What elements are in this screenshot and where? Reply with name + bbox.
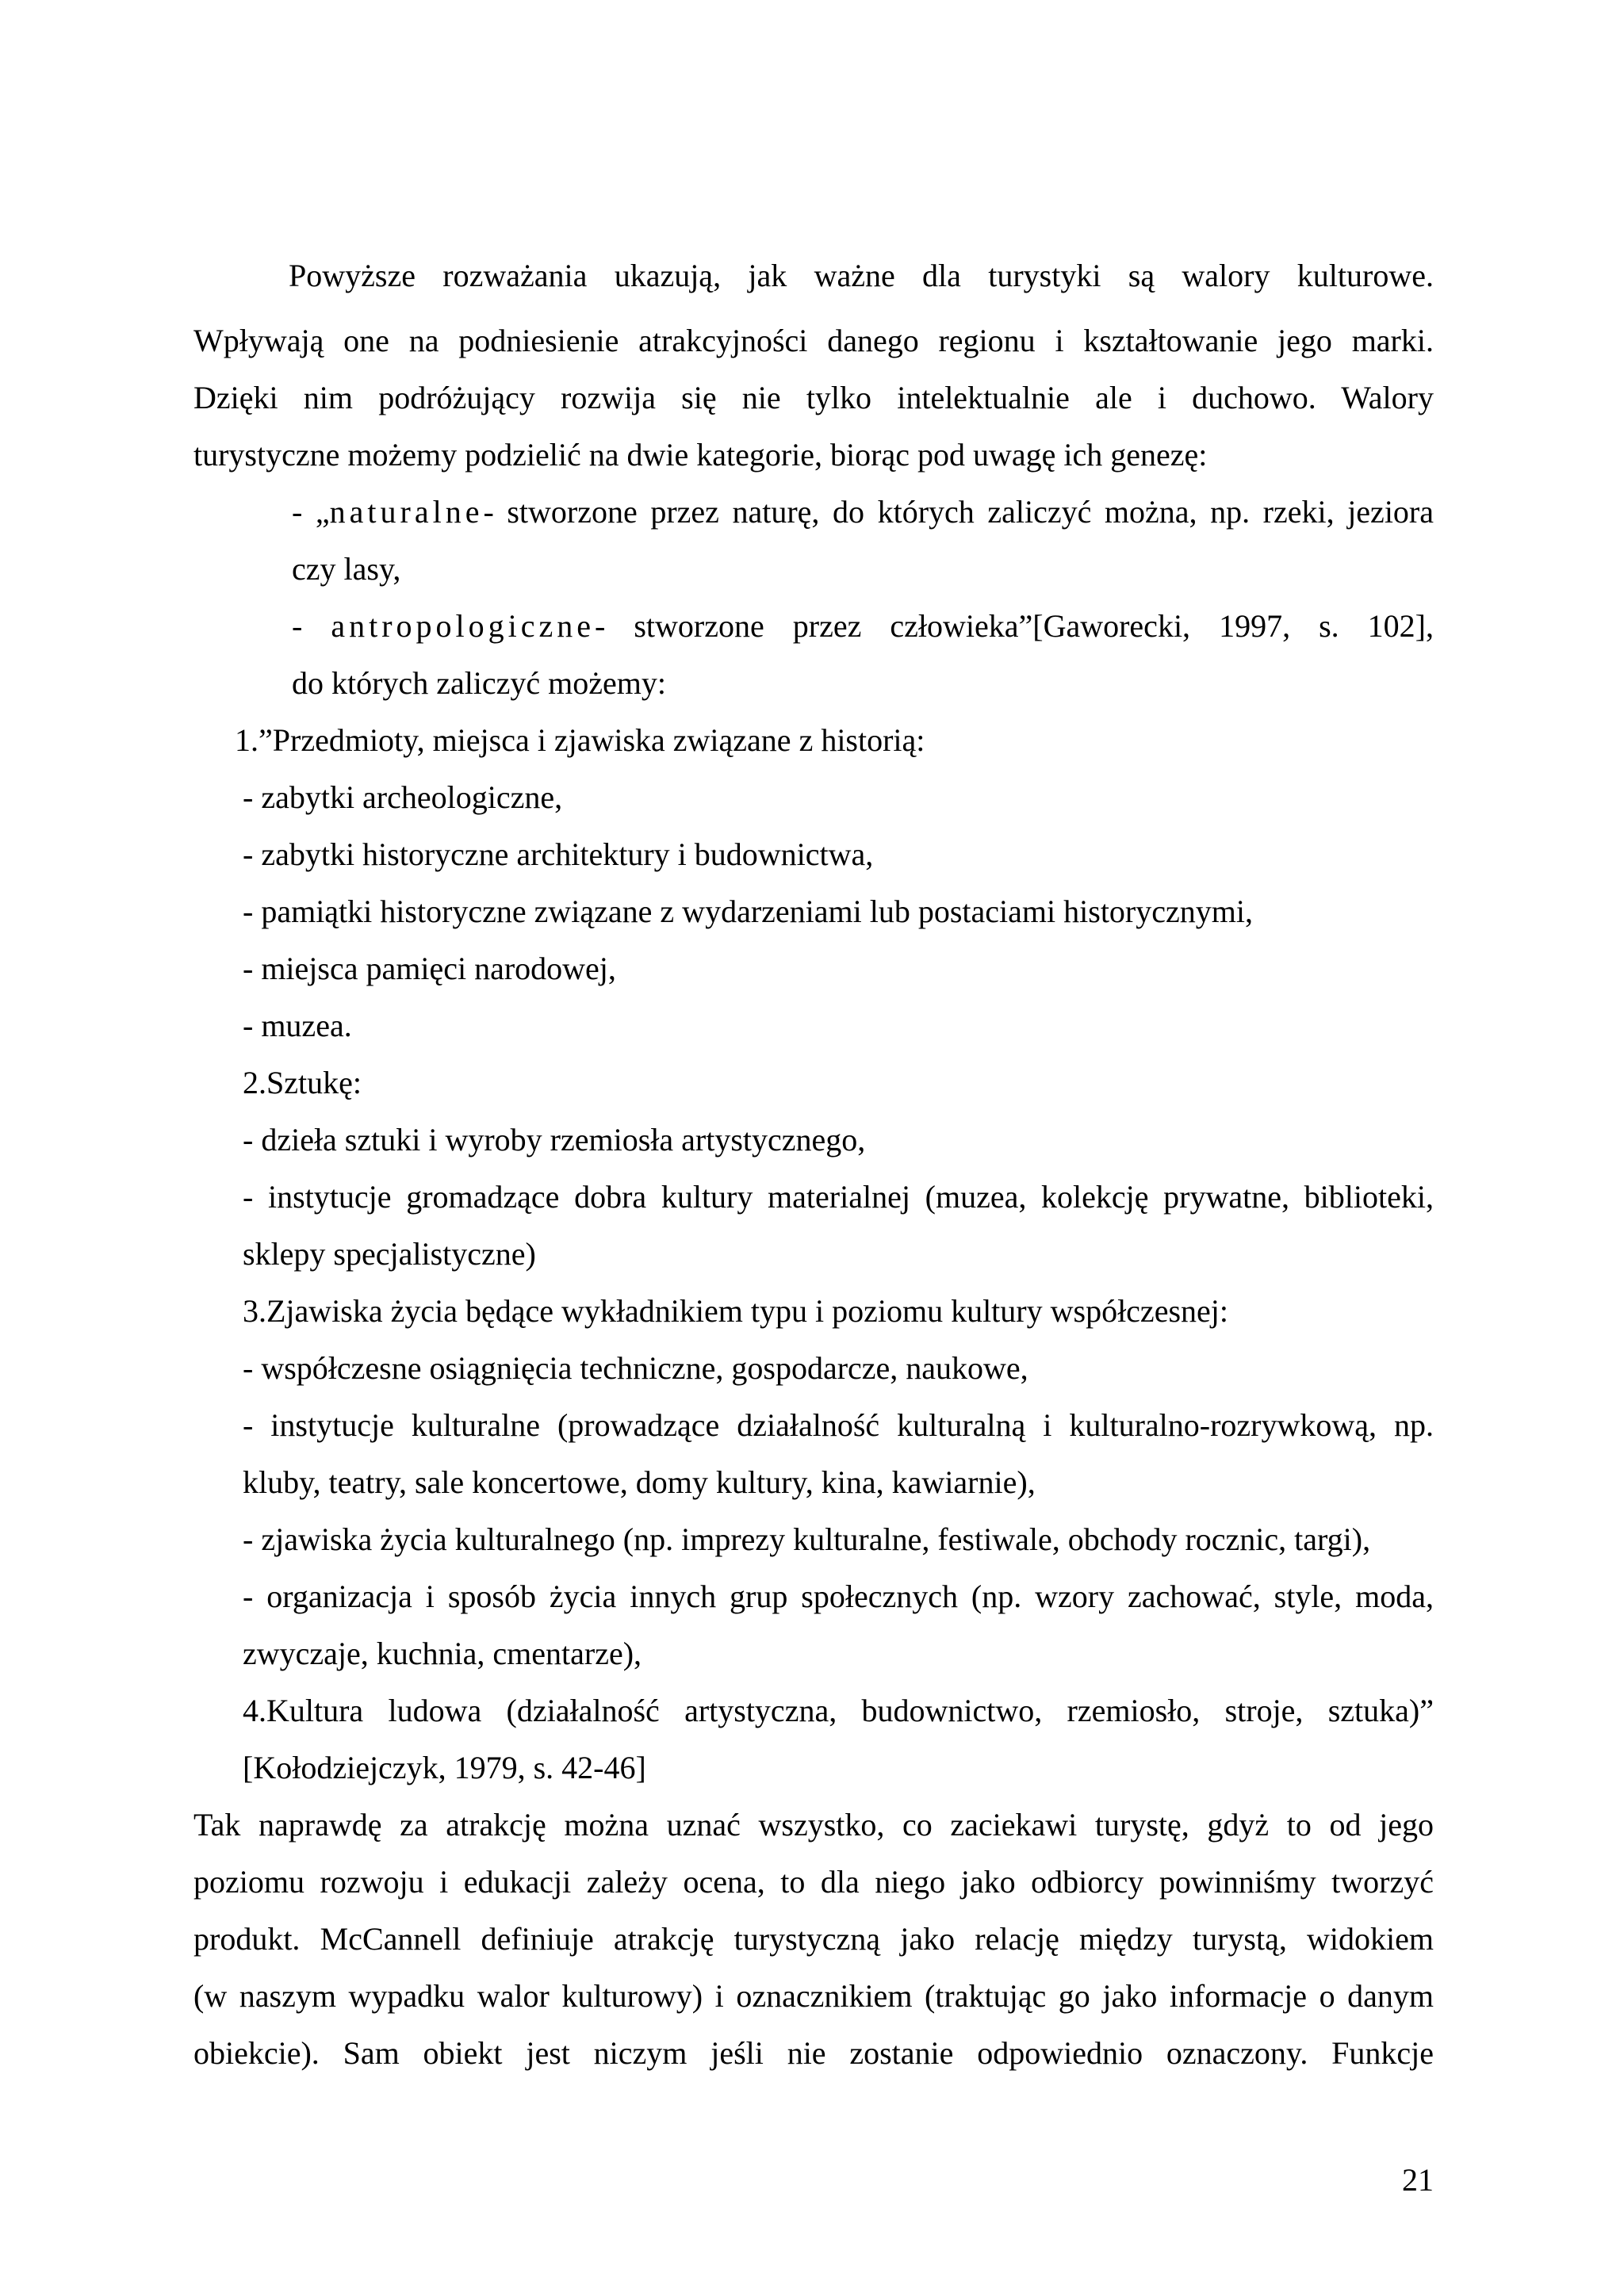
list-item: - pamiątki historyczne związane z wydarzeniami lub postaciami historycznymi, (243, 894, 1253, 929)
category-anthro-term: antropologiczne (331, 608, 596, 644)
category-natural-text: - stworzone przez naturę, do których zaliczyć można, np. rzeki, jeziora (483, 494, 1434, 530)
list-heading-contemporary: 3.Zjawiska życia będące wykładnikiem typu i poziomu kultury współczesnej: (243, 1293, 1228, 1329)
list-item: - zabytki historyczne architektury i budownictwa, (243, 836, 874, 872)
list-item: - zabytki archeologiczne, (243, 779, 563, 815)
closing-line-2: poziomu rozwoju i edukacji zależy ocena, to dla niego jako odbiorcy powinniśmy tworzyć (193, 1864, 1434, 1900)
list-item-cont: sklepy specjalistyczne) (243, 1236, 536, 1272)
list-item: - dzieła sztuki i wyroby rzemiosła artystycznego, (243, 1122, 866, 1158)
list-item: - instytucje gromadzące dobra kultury materialnej (muzea, kolekcję prywatne, biblioteki, (243, 1179, 1434, 1215)
closing-line-4: (w naszym wypadku walor kulturowy) i oznacznikiem (traktując go jako informacje o danym (193, 1978, 1434, 2014)
list-item-cont: zwyczaje, kuchnia, cmentarze), (243, 1636, 642, 1671)
intro-line-2: Wpływają one na podniesienie atrakcyjności danego regionu i kształtowanie jego marki. (193, 323, 1434, 358)
list-item: - organizacja i sposób życia innych grup społecznych (np. wzory zachować, style, moda, (243, 1578, 1434, 1614)
category-anthro-text: - stworzone przez człowieka”[Gaworecki, 1997, s. 102], (595, 608, 1434, 644)
list-heading-art: 2.Sztukę: (243, 1065, 362, 1100)
citation: [Kołodziejczyk, 1979, s. 42-46] (243, 1750, 646, 1785)
category-natural (292, 488, 1434, 536)
intro-line-3: Dzięki nim podróżujący rozwija się nie tylko intelektualnie ale i duchowo. Walory (193, 380, 1434, 415)
closing-line-1: Tak naprawdę za atrakcję można uznać wszystko, co zaciekawi turystę, gdyż to od jego (193, 1807, 1434, 1843)
closing-line-3: produkt. McCannell definiuje atrakcję turystyczną jako relację między turystą, widokiem (193, 1921, 1434, 1957)
list-item-cont: kluby, teatry, sale koncertowe, domy kultury, kina, kawiarnie), (243, 1464, 1036, 1500)
category-natural-cont: czy lasy, (292, 551, 401, 587)
intro-line-1: Powyższe rozważania ukazują, jak ważne dla turystyki są walory kulturowe. (289, 258, 1434, 293)
category-anthro-prefix: - (292, 608, 331, 644)
category-natural-term: naturalne (329, 494, 484, 530)
category-anthro-cont: do których zaliczyć możemy: (292, 665, 667, 701)
category-anthropological (292, 603, 1434, 650)
list-item: - instytucje kulturalne (prowadzące działalność kulturalną i kulturalno-rozrywkową, np. (243, 1407, 1434, 1443)
list-item: - miejsca pamięci narodowej, (243, 951, 616, 986)
list-item: - zjawiska życia kulturalnego (np. imprezy kulturalne, festiwale, obchody rocznic, targi), (243, 1521, 1371, 1557)
category-natural-prefix: - „ (292, 494, 330, 530)
list-item: - współczesne osiągnięcia techniczne, gospodarcze, naukowe, (243, 1350, 1028, 1386)
page-number: 21 (1402, 2162, 1434, 2198)
intro-line-4: turystyczne możemy podzielić na dwie kategorie, biorąc pod uwagę ich genezę: (193, 437, 1208, 473)
list-heading-history: 1.”Przedmioty, miejsca i zjawiska związane z historią: (235, 722, 925, 758)
list-heading-folk: 4.Kultura ludowa (działalność artystyczna, budownictwo, rzemiosło, stroje, sztuka)” (243, 1693, 1434, 1728)
closing-line-5: obiekcie). Sam obiekt jest niczym jeśli nie zostanie odpowiednio oznaczony. Funkcje (193, 2035, 1434, 2071)
list-item: - muzea. (243, 1008, 352, 1043)
